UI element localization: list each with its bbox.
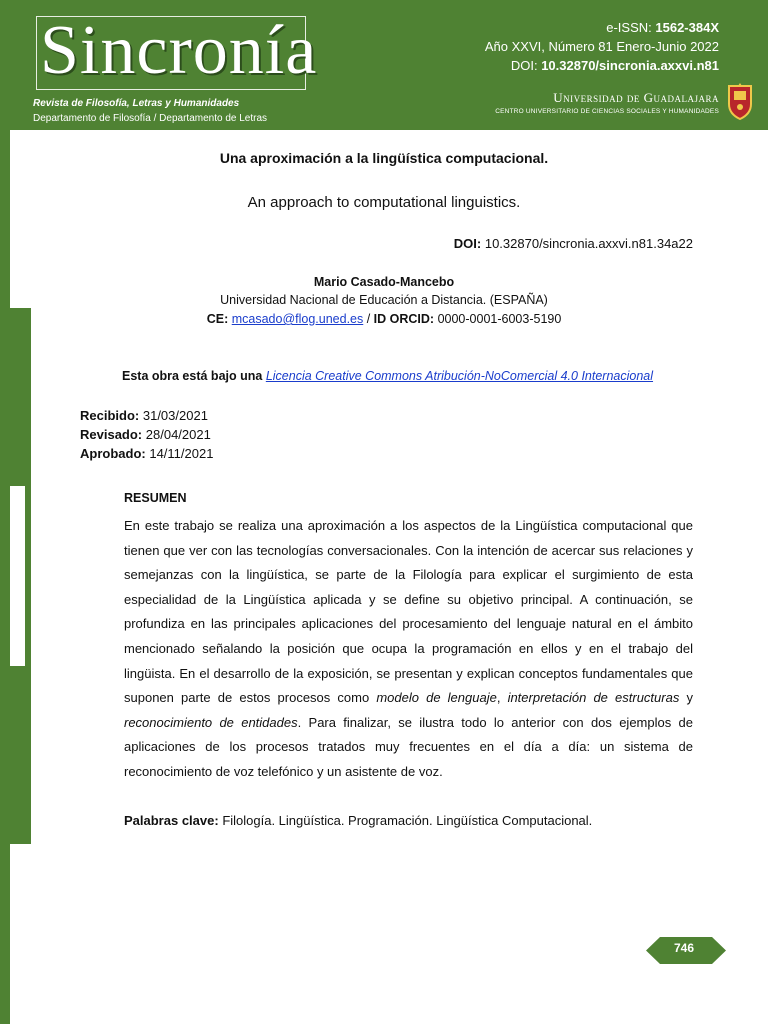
- issue-line: Año XXVI, Número 81 Enero-Junio 2022: [484, 39, 719, 54]
- abstract-sep-1: ,: [496, 690, 508, 706]
- eissn-label: e-ISSN:: [606, 20, 652, 35]
- article-doi-label: DOI:: [453, 236, 482, 251]
- journal-department: Departamento de Filosofía / Departamento de Letras: [33, 113, 268, 124]
- license-prefix: Esta obra está bajo una: [122, 369, 263, 383]
- keywords-label: Palabras clave:: [124, 813, 219, 828]
- side-bar-bottom: [0, 844, 10, 1024]
- article-title-english: An approach to computational linguistics.: [247, 194, 521, 211]
- side-tab-1: [0, 308, 31, 486]
- article-doi-value: 10.32870/sincronia.axxvi.n81.34a22: [484, 236, 693, 251]
- orcid-separator: /: [363, 312, 374, 326]
- abstract-term-1: modelo de lenguaje: [376, 690, 497, 706]
- license-statement: [122, 369, 653, 383]
- abstract-heading: RESUMEN: [124, 491, 187, 505]
- author-name: Mario Casado-Mancebo: [313, 275, 455, 289]
- orcid-value: 0000-0001-6003-5190: [437, 312, 562, 326]
- page-number: 746: [673, 941, 695, 955]
- side-tab-2: [0, 666, 31, 844]
- article-doi: [454, 236, 693, 251]
- journal-doi-line: [485, 56, 719, 75]
- approved-value: 14/11/2021: [149, 446, 214, 461]
- approved-label: Aprobado:: [80, 446, 146, 461]
- abstract-part-1: En este trabajo se realiza una aproximación a los aspectos de la Lingüística computacional que tienen que ver con las tecnologías conversacionales. Con la intención de acercar sus relaciones y semejanzas con la lingüística, se parte de la Filología para explicar el surgimiento de esta especialidad de la Lingüística aplicada y se define su objetivo principal. A continuación, se profundiza en las principales aplicaciones del procesamiento del lenguaje natural en el ámbito mencionado señalando la posición que ocupa la programación en ellos y en el trabajo del lingüista. En el desarrollo de la exposición, se presentan y explican conceptos fundamentales que suponen parte de estos procesos como: [124, 518, 693, 706]
- revised-label: Revisado:: [80, 427, 143, 442]
- issue-info: [485, 18, 719, 75]
- received-label: Recibido:: [80, 408, 140, 423]
- eissn-line: [485, 18, 719, 37]
- orcid-label: ID ORCID:: [373, 312, 435, 326]
- received-date: [80, 406, 213, 425]
- article-title: Una aproximación a la lingüística computacional.: [219, 150, 549, 166]
- university-center: CENTRO UNIVERSITARIO DE CIENCIAS SOCIALES Y HUMANIDADES: [495, 108, 719, 115]
- abstract-term-2: interpretación de estructuras: [507, 690, 680, 706]
- ce-label: CE:: [206, 312, 229, 326]
- revised-date: [80, 425, 213, 444]
- keywords-value: Filología. Lingüística. Programación. Lingüística Computacional.: [222, 813, 593, 828]
- journal-subtitle: Revista de Filosofía, Letras y Humanidades: [33, 98, 240, 109]
- revised-value: 28/04/2021: [145, 427, 211, 442]
- keywords: [124, 813, 592, 828]
- journal-doi-label: DOI:: [510, 58, 538, 73]
- review-dates: [80, 406, 213, 463]
- side-tab-edge: [25, 486, 31, 666]
- author-contact: [0, 312, 768, 326]
- university-name: Universidad de Guadalajara: [553, 90, 719, 105]
- journal-logo: Sincronía: [40, 12, 318, 89]
- side-bar-middle: [0, 486, 10, 666]
- license-link[interactable]: Licencia Creative Commons Atribución-NoComercial 4.0 Internacional: [265, 369, 654, 383]
- abstract-part-2: . Para finalizar, se ilustra todo lo anterior con dos ejemplos de aplicaciones de los procesos tratados muy frecuentes en el día a día: un sistema de reconocimiento de voz telefónico y un asistente de voz.: [124, 714, 693, 779]
- approved-date: [80, 444, 213, 463]
- abstract-text: [124, 514, 693, 785]
- abstract-sep-2: y: [679, 690, 693, 706]
- university-crest-icon: [726, 82, 754, 120]
- received-value: 31/03/2021: [142, 408, 208, 423]
- eissn-value: 1562-384X: [655, 20, 719, 35]
- author-affiliation: Universidad Nacional de Educación a Distancia. (ESPAÑA): [220, 293, 548, 307]
- journal-header: [0, 0, 768, 130]
- abstract-term-3: reconocimiento de entidades: [124, 714, 298, 730]
- journal-doi-value: 10.32870/sincronia.axxvi.n81: [541, 58, 719, 73]
- author-email-link[interactable]: mcasado@flog.uned.es: [231, 312, 364, 326]
